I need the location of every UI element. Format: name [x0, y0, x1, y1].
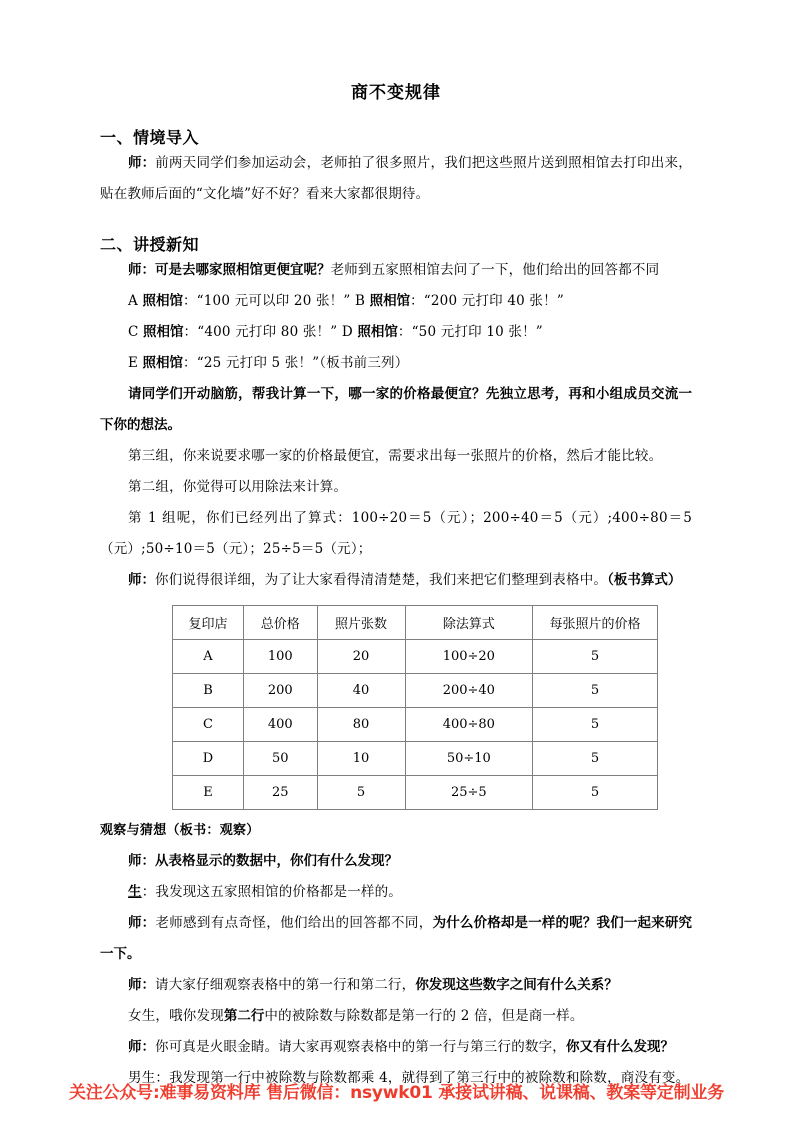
text-run: 照相馆: [369, 293, 411, 309]
table-row: [173, 674, 658, 708]
subsection-heading-observe: 观察与猜想（板书：观察）: [100, 823, 260, 838]
table-cell: 200÷40: [405, 674, 533, 708]
footer-promo-text: 关注公众号:难事易资料库 售后微信：nsywk01 承接试讲稿、说课稿、教案等定制业务: [68, 1083, 724, 1103]
text-run: 照相馆: [142, 355, 184, 371]
table-header-cell: 每张照片的价格: [533, 606, 658, 640]
text-run: 第 1 组呢，你们已经列出了算式：100÷20＝5（元）；200÷40＝5（元）;400÷80＝5（元）;50÷10＝5（元）；25÷5＝5（元）；: [100, 510, 692, 557]
text-run: ：“100 元可以印 20 张！”: [182, 293, 351, 309]
text-run: ：“25 元打印 5 张！”（板书前三列）: [183, 355, 409, 371]
table-header-cell: 总价格: [243, 606, 317, 640]
text-run: 师：可是去哪家照相馆更便宜呢？: [128, 262, 331, 278]
text-run: B: [350, 293, 370, 309]
text-run: ：“50 元打印 10 张！”: [397, 324, 543, 340]
text-run: （板书算式）: [607, 572, 682, 588]
table-header-cell: 复印店: [173, 606, 244, 640]
table-body: [173, 640, 658, 810]
paragraph-group-three: [100, 441, 692, 472]
table-row: [173, 742, 658, 776]
text-run: 师：从表格显示的数据中，你们有什么发现？: [128, 853, 398, 869]
table-cell: 5: [533, 674, 658, 708]
paragraph-teaching-1: [100, 255, 692, 286]
table-cell: 40: [317, 674, 405, 708]
table-cell: 400: [243, 708, 317, 742]
table-header-row: [173, 606, 658, 640]
text-run: 生: [128, 884, 142, 900]
text-run: 师：: [128, 155, 156, 171]
text-run: 你又有什么发现？: [566, 1039, 674, 1055]
table-cell: E: [173, 776, 244, 810]
table-row: [173, 640, 658, 674]
paragraph-group-two: [100, 472, 692, 503]
paragraph-observe-q4: [100, 1032, 692, 1063]
page-title: 商不变规律: [351, 83, 441, 103]
paragraph-studio-e: [100, 348, 692, 379]
paragraph-group-one-equations: [100, 503, 692, 565]
table-cell: 400÷80: [405, 708, 533, 742]
table-header-cell: 除法算式: [405, 606, 533, 640]
footer-promo-banner: [0, 1078, 793, 1103]
paragraph-intro-1: [100, 148, 692, 210]
text-run: 第三组，你来说要求哪一家的价格最便宜，需要求出每一张照片的价格，然后才能比较。: [128, 448, 663, 464]
section-heading-2: 二、讲授新知: [100, 235, 200, 254]
table-cell: D: [173, 742, 244, 776]
text-run: 前两天同学们参加运动会，老师拍了很多照片，我们把这些照片送到照相馆去打印出来，贴在教师后面的“文化墙”好不好？看来大家都很期待。: [100, 155, 692, 202]
text-run: 师：: [128, 915, 156, 931]
text-run: D: [337, 324, 358, 340]
table-row: [173, 708, 658, 742]
table-cell: 100÷20: [405, 640, 533, 674]
text-run: 你发现这些数字之间有什么关系？: [415, 977, 618, 993]
text-run: 师：: [128, 1039, 155, 1055]
text-run: ：我发现这五家照相馆的价格都是一样的。: [141, 884, 403, 900]
table-cell: 10: [317, 742, 405, 776]
table-cell: 80: [317, 708, 405, 742]
table-cell: 25: [243, 776, 317, 810]
paragraph-task-prompt: [100, 379, 692, 441]
paragraph-studio-cd: [100, 317, 692, 348]
text-run: C: [128, 324, 144, 340]
table-cell: 100: [243, 640, 317, 674]
text-run: 老师感到有点奇怪，他们给出的回答都不同，: [155, 915, 433, 931]
table-cell: A: [173, 640, 244, 674]
text-run: 中的被除数与除数都是第一行的 2 倍，但是商一样。: [264, 1008, 584, 1024]
text-run: A: [128, 293, 143, 309]
text-run: 男生：我发现第一行中被除数与除数都乘 4，就得到了第三行中的被除数和除数，商没有变。: [128, 1070, 690, 1086]
text-run: 女生，哦你发现: [128, 1008, 224, 1024]
table-cell: 5: [317, 776, 405, 810]
table-cell: 20: [317, 640, 405, 674]
text-run: 照相馆: [142, 293, 183, 309]
text-run: E: [128, 355, 143, 371]
table-cell: 50: [243, 742, 317, 776]
price-table-wrapper: [172, 605, 692, 810]
text-run: 照相馆: [143, 324, 184, 340]
paragraph-observe-q1: [100, 846, 692, 877]
table-header-cell: 照片张数: [317, 606, 405, 640]
table-row: [173, 776, 658, 810]
paragraph-observe-q3: [100, 970, 692, 1001]
table-cell: 5: [533, 640, 658, 674]
table-cell: 200: [243, 674, 317, 708]
paragraph-student-answer-1: [100, 877, 692, 908]
text-run: 第二行: [223, 1008, 265, 1024]
text-run: 请同学们开动脑筋，帮我计算一下，哪一家的价格最便宜？先独立思考，再和小组成员交流一下你的想法。: [100, 386, 692, 433]
table-head: [173, 606, 658, 640]
text-run: 第二组，你觉得可以用除法来计算。: [128, 479, 348, 495]
price-table: [172, 605, 658, 810]
table-cell: 5: [533, 776, 658, 810]
text-run: ：“200 元打印 40 张！”: [410, 293, 564, 309]
table-cell: 50÷10: [405, 742, 533, 776]
table-cell: 5: [533, 742, 658, 776]
document-content: [100, 0, 692, 1094]
text-run: 请大家仔细观察表格中的第一行和第二行，: [155, 977, 416, 993]
paragraph-observe-q2: [100, 908, 692, 970]
text-run: ：“400 元打印 80 张！”: [183, 324, 338, 340]
table-cell: B: [173, 674, 244, 708]
text-run: 师：: [128, 572, 155, 588]
section-heading-1: 一、情境导入: [100, 128, 200, 147]
table-cell: 25÷5: [405, 776, 533, 810]
paragraph-teacher-summary: [100, 565, 692, 596]
paragraph-girl-answer: [100, 1001, 692, 1032]
text-run: 为什么价格却是一样的呢？我们一起来研究一下。: [100, 915, 693, 962]
paragraph-studio-ab: [100, 286, 692, 317]
table-cell: C: [173, 708, 244, 742]
text-run: 师：: [128, 977, 155, 993]
text-run: 你可真是火眼金睛。请大家再观察表格中的第一行与第三行的数字，: [155, 1039, 566, 1055]
text-run: 照相馆: [357, 324, 398, 340]
text-run: 你们说得很详细，为了让大家看得清清楚楚，我们来把它们整理到表格中。: [155, 572, 608, 588]
table-cell: 5: [533, 708, 658, 742]
text-run: 老师到五家照相馆去问了一下，他们给出的回答都不同: [330, 262, 660, 278]
